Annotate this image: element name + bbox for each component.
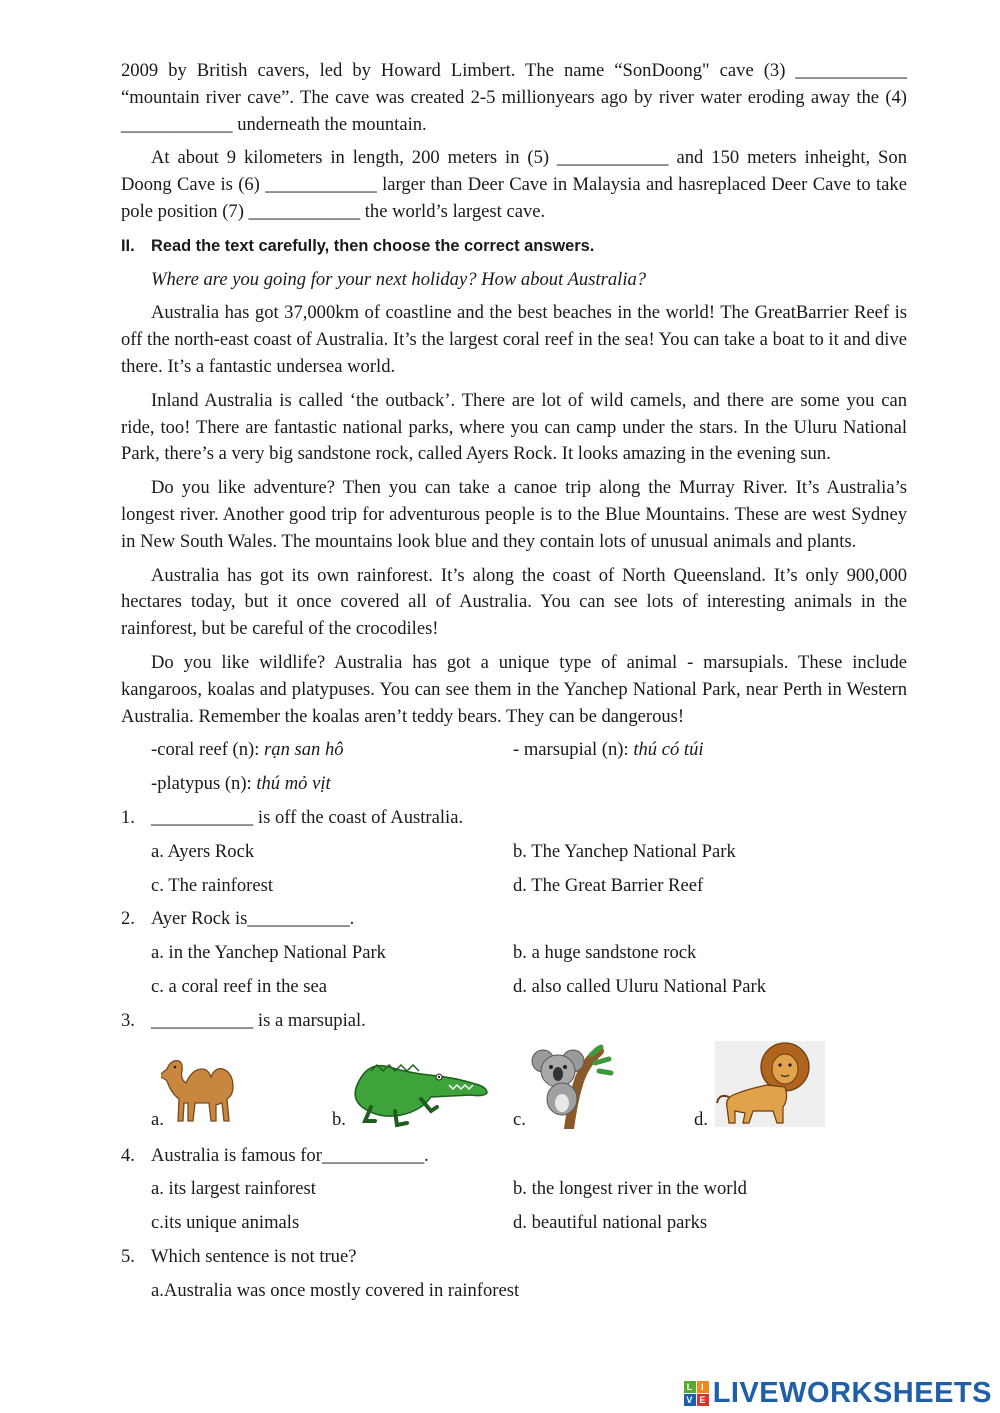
option-a[interactable]: a. in the Yanchep National Park	[151, 942, 386, 964]
option-a[interactable]: a.	[151, 1108, 164, 1130]
reading-paragraph: Australia has got its own rainforest. It’s along the coast of North Queensland. It’s only 900,000 hectares today, but it once covered all of Australia. You can see lots of interesting animals in the rainforest, but be careful of the crocodiles!	[121, 564, 907, 640]
section-number: II.	[121, 236, 135, 255]
option-d[interactable]: d. The Great Barrier Reef	[513, 874, 704, 896]
vocab-meaning: thú có túi	[633, 739, 704, 761]
reading-paragraph: Australia has got 37,000km of coastline and the best beaches in the world! The GreatBarrier Reef is off the north-east coast of Australia. It’s the largest coral reef in the sea! You can take a boat to it and dive there. It’s a fantastic undersea world.	[121, 302, 907, 377]
option-d[interactable]: d. beautiful national parks	[513, 1212, 708, 1234]
logo-letter: I	[697, 1381, 709, 1393]
vocab-item	[151, 771, 331, 798]
question-5	[121, 1244, 907, 1271]
logo-letter: E	[697, 1394, 709, 1406]
question-2	[121, 906, 907, 933]
options-row	[151, 974, 907, 1001]
reading-paragraph: Do you like wildlife? Australia has got a unique type of animal - marsupials. These include kangaroos, koalas and platypuses. You can see them in the Yanchep National Park, near Perth in Western Australia. Remember the koalas aren’t teddy bears. They can be dangerous!	[121, 651, 907, 727]
camel-icon[interactable]	[161, 1047, 251, 1125]
liveworksheets-logo	[684, 1377, 992, 1410]
question-text: ___________ is a marsupial.	[151, 1009, 366, 1031]
question-text: Which sentence is not true?	[151, 1245, 357, 1267]
vocab-item	[513, 737, 704, 764]
logo-text: LIVEWORKSHEETS	[712, 1377, 992, 1409]
question-number: 3.	[121, 1009, 135, 1031]
question-3	[121, 1008, 907, 1035]
option-b[interactable]: b. The Yanchep National Park	[513, 840, 736, 862]
crocodile-icon[interactable]	[351, 1041, 496, 1131]
vocab-row	[151, 771, 907, 798]
logo-letter: V	[684, 1394, 696, 1406]
options-row	[151, 873, 907, 900]
question-number: 2.	[121, 908, 135, 930]
question-number: 1.	[121, 806, 135, 828]
worksheet-page	[121, 58, 907, 1304]
question-number: 5.	[121, 1245, 135, 1267]
option-d[interactable]: d.	[694, 1108, 708, 1130]
vocab-term: -platypus (n):	[151, 773, 257, 795]
section-title: Read the text carefully, then choose the correct answers.	[151, 236, 595, 255]
options-row	[151, 940, 907, 967]
options-row	[151, 1176, 907, 1203]
option-d[interactable]: d. also called Uluru National Park	[513, 975, 767, 997]
reading-paragraph: Do you like adventure? Then you can take a canoe trip along the Murray River. It’s Australia’s longest river. Another good trip for adventurous people is to the Blue Mountains. These are west Sydney in New South Wales. The mountains look blue and they contain lots of unusual animals and plants.	[121, 477, 907, 552]
reading-lead: Where are you going for your next holiday? How about Australia?	[151, 268, 647, 290]
question-4	[121, 1143, 907, 1170]
vocab-row	[151, 737, 907, 764]
option-a[interactable]: a. Ayers Rock	[151, 840, 255, 862]
cave-text-part1: 2009 by British cavers, led by Howard Limbert. The name “SonDoong" cave (3) ____________ “mountain river cave”. The cave was created 2-5 millionyears ago by river water eroding away the (4) ____________ underneath the mountain.	[121, 60, 907, 135]
option-b[interactable]: b. the longest river in the world	[513, 1178, 747, 1200]
question-text: Ayer Rock is___________.	[151, 908, 355, 930]
vocab-term: -coral reef (n):	[151, 739, 265, 761]
logo-letter: L	[684, 1381, 696, 1393]
reading-paragraph: Inland Australia is called ‘the outback’. There are lot of wild camels, and there are some you can ride, too! There are fantastic national parks, where you can camp under the stars. In the Uluru National Park, there’s a very big sandstone rock, called Ayers Rock. It looks amazing in the evening sun.	[121, 389, 907, 465]
section-2-heading	[121, 233, 907, 260]
option-a[interactable]: a. its largest rainforest	[151, 1178, 316, 1200]
question-number: 4.	[121, 1144, 135, 1166]
option-b[interactable]: b.	[332, 1108, 346, 1130]
logo-mark	[684, 1381, 709, 1406]
koala-icon[interactable]	[529, 1041, 619, 1129]
picture-options	[121, 1041, 907, 1136]
option-b[interactable]: b. a huge sandstone rock	[513, 942, 697, 964]
options-row	[151, 839, 907, 866]
lion-icon[interactable]	[715, 1041, 825, 1127]
question-text: ___________ is off the coast of Australia.	[151, 806, 464, 828]
option-c[interactable]: c. a coral reef in the sea	[151, 975, 328, 997]
question-text: Australia is famous for___________.	[151, 1144, 429, 1166]
cave-text-part2: At about 9 kilometers in length, 200 meters in (5) ____________ and 150 meters inheight, Son Doong Cave is (6) ____________ larger than Deer Cave in Malaysia and hasreplaced Deer Cave to take pole position (7) ____________ the world’s largest cave.	[121, 147, 907, 222]
vocab-item	[151, 737, 513, 764]
vocab-term: - marsupial (n):	[513, 739, 634, 761]
vocab-meaning: thú mỏ vịt	[256, 773, 331, 795]
question-1	[121, 805, 907, 832]
vocab-meaning: rạn san hô	[264, 739, 344, 761]
option-a[interactable]: a.Australia was once mostly covered in rainforest	[151, 1279, 520, 1301]
options-row	[151, 1210, 907, 1237]
option-c[interactable]: c.	[513, 1108, 526, 1130]
option-c[interactable]: c. The rainforest	[151, 874, 274, 896]
option-c[interactable]: c.its unique animals	[151, 1212, 300, 1234]
